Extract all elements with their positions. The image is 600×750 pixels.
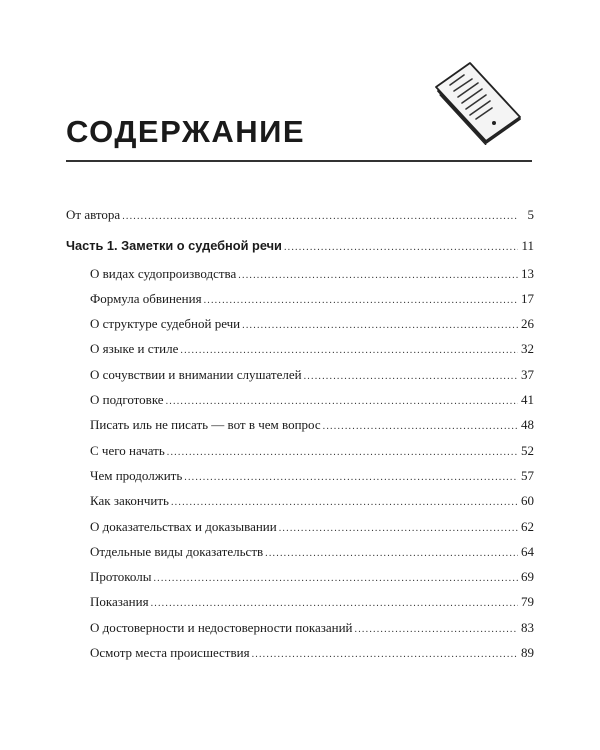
toc-entry-title: Писать иль не писать — вот в чем вопрос xyxy=(90,417,321,433)
toc-entry[interactable] xyxy=(66,291,534,316)
toc-entry-title: О структуре судебной речи xyxy=(90,316,241,332)
toc-entry-title: Протоколы xyxy=(90,569,152,585)
toc-entry[interactable] xyxy=(66,341,534,366)
dot-leader xyxy=(204,295,518,306)
toc-entry-title: Часть 1. Заметки о судебной речи xyxy=(66,238,282,254)
toc-entry-title: О языке и стиле xyxy=(90,341,179,357)
dot-leader xyxy=(279,523,518,534)
toc-entry[interactable] xyxy=(66,594,534,619)
toc-entry[interactable] xyxy=(66,493,534,518)
toc-entry[interactable] xyxy=(66,443,534,468)
toc-entry-title: Отдельные виды доказательств xyxy=(90,543,264,559)
toc-entry[interactable] xyxy=(66,417,534,442)
toc-entry-title: Как закончить xyxy=(90,493,169,509)
dot-leader xyxy=(238,270,518,281)
dot-leader xyxy=(284,242,518,253)
toc-entry-title: О доказательствах и доказывании xyxy=(90,518,277,534)
toc-entry-page: 17 xyxy=(521,290,534,306)
toc-entry-page: 5 xyxy=(527,207,534,222)
toc-entry-page: 37 xyxy=(521,366,534,382)
toc-entry-title: Показания xyxy=(90,594,149,610)
toc-entry-title: О сочувствии и внимании слушателей xyxy=(90,366,302,382)
dot-leader xyxy=(184,472,518,483)
title-divider xyxy=(66,160,532,162)
toc-entry[interactable] xyxy=(66,645,534,670)
toc-entry-page: 64 xyxy=(521,543,534,559)
toc-entry-page: 41 xyxy=(521,392,534,408)
toc-entry-title: О подготовке xyxy=(90,392,164,408)
dot-leader xyxy=(252,649,518,660)
toc-entry-page: 89 xyxy=(521,645,534,661)
table-of-contents xyxy=(66,207,534,670)
toc-entry[interactable] xyxy=(66,620,534,645)
toc-entry[interactable] xyxy=(66,207,534,232)
dot-leader xyxy=(122,211,518,222)
toc-entry-title: С чего начать xyxy=(90,442,165,458)
toc-entry[interactable] xyxy=(66,519,534,544)
toc-entry-page: 69 xyxy=(521,569,534,585)
dot-leader xyxy=(166,396,518,407)
dot-leader xyxy=(242,320,518,331)
toc-entry-title: О видах судопроизводства xyxy=(90,265,237,281)
toc-entry-page: 83 xyxy=(521,619,534,635)
toc-entry-title: Осмотр места происшествия xyxy=(90,645,250,661)
toc-entry[interactable] xyxy=(66,569,534,594)
dot-leader xyxy=(180,345,518,356)
toc-entry[interactable] xyxy=(66,544,534,569)
toc-entry-page: 60 xyxy=(521,493,534,509)
toc-entry-page: 26 xyxy=(521,316,534,332)
dot-leader xyxy=(355,624,518,635)
toc-entry-title: О достоверности и недостоверности показаний xyxy=(90,619,353,635)
toc-entry[interactable] xyxy=(66,367,534,392)
toc-entry-title: От автора xyxy=(66,207,121,222)
dot-leader xyxy=(323,421,518,432)
toc-entry-page: 11 xyxy=(521,238,534,254)
toc-entry-page: 52 xyxy=(521,442,534,458)
toc-entry-page: 57 xyxy=(521,467,534,483)
dot-leader xyxy=(151,598,518,609)
open-book-icon xyxy=(428,55,528,145)
toc-entry-page: 79 xyxy=(521,594,534,610)
toc-entry-page: 32 xyxy=(521,341,534,357)
toc-entry-page: 13 xyxy=(521,265,534,281)
dot-leader xyxy=(304,371,518,382)
toc-entry-page: 48 xyxy=(521,417,534,433)
toc-entry[interactable] xyxy=(66,468,534,493)
dot-leader xyxy=(171,497,518,508)
toc-entry-title: Формула обвинения xyxy=(90,290,202,306)
toc-entry-title: Чем продолжить xyxy=(90,467,183,483)
toc-entry[interactable] xyxy=(66,316,534,341)
toc-entry[interactable] xyxy=(66,266,534,291)
dot-leader xyxy=(167,447,518,458)
toc-part-heading[interactable] xyxy=(66,238,534,263)
dot-leader xyxy=(153,573,518,584)
page-title: СОДЕРЖАНИЕ xyxy=(66,114,306,149)
toc-entry[interactable] xyxy=(66,392,534,417)
toc-entry-page: 62 xyxy=(521,518,534,534)
dot-leader xyxy=(265,548,518,559)
